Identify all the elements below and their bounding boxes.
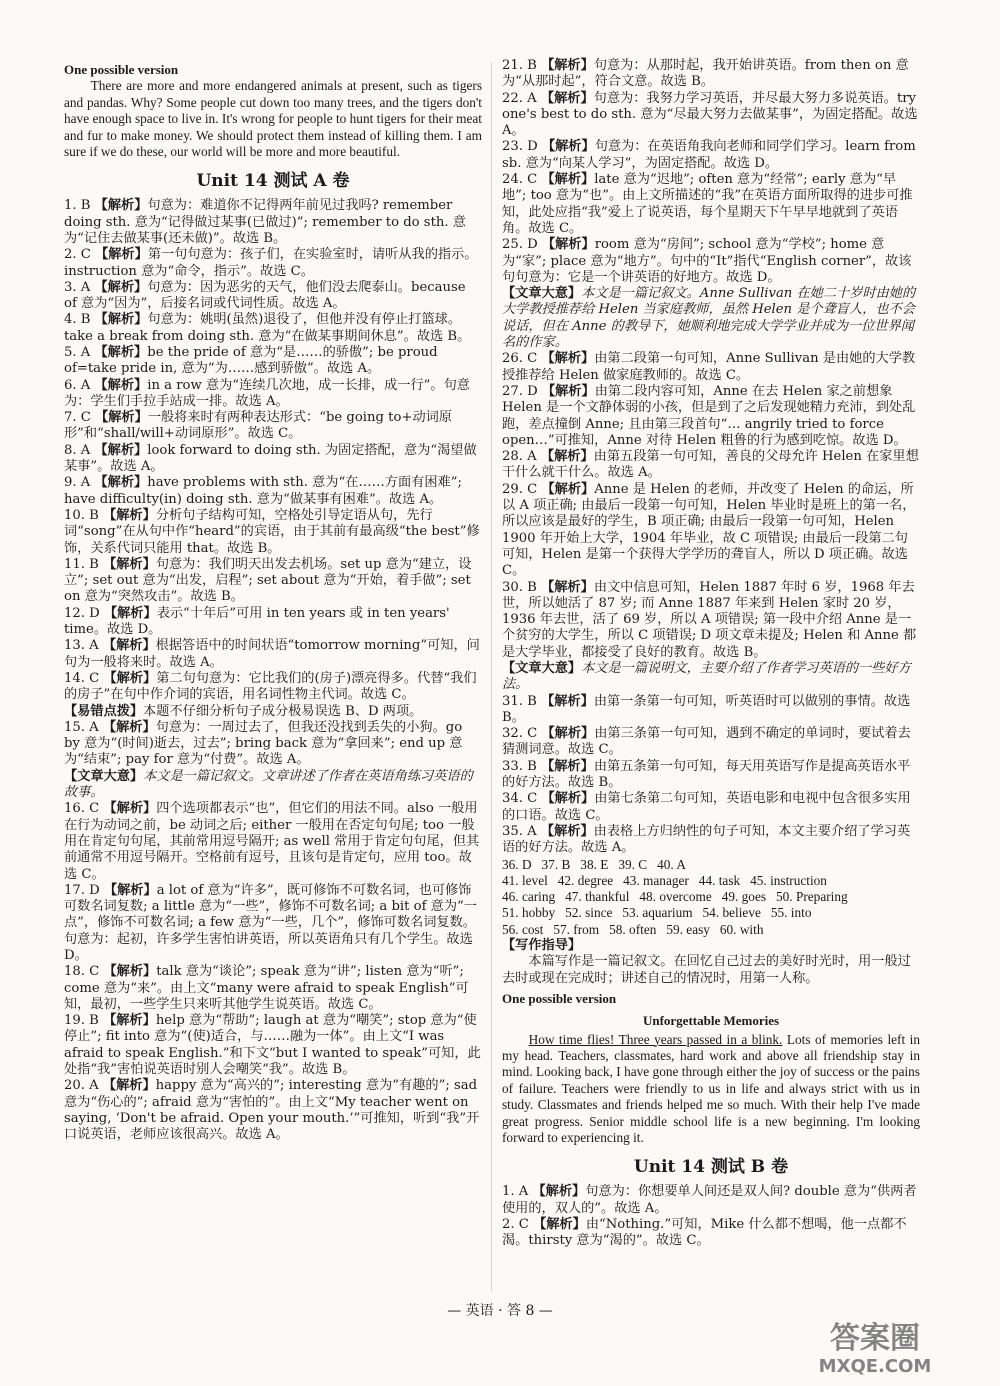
- answer-item: [64, 883, 482, 964]
- answer-number: 12. D: [64, 605, 104, 621]
- analysis-tag: 【解析】: [95, 247, 148, 263]
- analysis-tag: 【解析】: [541, 481, 595, 497]
- analysis-text: late 意为“迟地”; often 意为“经常”; early 意为“早地”; too 意为“也”。由上文所描述的“我”在英语方面所取得的进步可推知，此处应指“我”爱上了说英语，每个星期天下午早早地就到了英语角。故选 C。: [502, 172, 913, 236]
- answer-list-left-2: [64, 801, 482, 1143]
- analysis-tag: 【解析】: [541, 693, 594, 709]
- answer-row: 51. hobby 52. since 53. aquarium 54. believe 55. into: [502, 905, 812, 921]
- analysis-tag: 【解析】: [103, 882, 157, 898]
- analysis-text: Anne 是 Helen 的老师，并改变了 Helen 的命运，所以 A 项正确; 由最后一段第一句可知，Helen 毕业时是班上的第一名，所以应该是最好的学生，B 项正确; 由最后一段第一句可知，Helen 1900 年开始上大学，1904 年毕业，故 C 项错误; 由最后一段第二句可知，Helen 是第一个获得大学学历的聋盲人，所以 D 项正确。故选 C。: [502, 481, 916, 579]
- answer-number: 25. D: [502, 237, 542, 253]
- analysis-tag: 【解析】: [103, 605, 157, 621]
- analysis-text: 根据答语中的时间状语“tomorrow morning”可知，问句为一般将来时。故选 A。: [64, 638, 480, 670]
- unit-14-test-a-title: Unit 14 测试 A 卷: [196, 171, 350, 192]
- answer-item: [64, 671, 482, 704]
- possible-version-heading: One possible version: [64, 62, 179, 77]
- article-summary-3: 【文章大意】本文是一篇说明文，主要介绍了作者学习英语的一些好方法。: [502, 660, 911, 693]
- answer-row: 46. caring 47. thankful 48. overcome 49. goes 50. Preparing: [502, 889, 848, 905]
- analysis-tag: 【解析】: [541, 758, 594, 774]
- answer-item: [502, 791, 920, 824]
- answer-number: 7. C: [64, 410, 96, 426]
- answer-item: [64, 345, 482, 378]
- answer-item: [64, 557, 482, 606]
- answer-item: [64, 704, 482, 720]
- answer-item: [64, 964, 482, 1013]
- analysis-text: a lot of 意为“许多”，既可修饰不可数名词，也可修饰可数名词复数; a little 意为“一些”，修饰不可数名词; a bit of 意为“一点”，修饰不可数名词; a few 意为“一些，几个”，修饰可数名词复数。句意为：起初，许多学生害怕讲英语，所以英语角只有几个学生。故选 D。: [64, 882, 477, 963]
- right-column: [502, 58, 920, 1250]
- answer-item: [502, 1184, 920, 1217]
- answer-row: 36. D 37. B 38. E 39. C 40. A: [502, 856, 686, 872]
- analysis-tag: 【解析】: [94, 377, 148, 393]
- answer-number: 32. C: [502, 726, 542, 742]
- analysis-text: 由第三条第一句可知，遇到不确定的单词时，要试着去猜测词意。故选 C。: [502, 726, 911, 758]
- answer-number: 4. B: [64, 312, 95, 328]
- answer-list-right-3: [502, 694, 920, 857]
- analysis-tag: 【解析】: [94, 475, 148, 491]
- answer-item: [64, 720, 482, 769]
- analysis-text: 由第二段内容可知，Anne 在去 Helen 家之前想象 Helen 是一个文静体弱的小孩，但是到了之后发现她精力充沛，到处乱跑，差点撞倒 Anne; 且由第三段首句“… angrily tried to force open…”可推知，Anne 对待 Helen 粗鲁的行为感到吃惊。故选 D。: [502, 383, 916, 448]
- analysis-text: 句意为：因为恶劣的天气，他们没去爬泰山。because of 意为“因为”，后接名词或代词性质。故选 A。: [64, 279, 466, 312]
- answer-number: 29. C: [502, 481, 542, 497]
- analysis-tag: 【解析】: [94, 345, 148, 360]
- sample-essay-2: How time flies! Three years passed in a blink. Lots of memories left in my head. Teachers, classmates, hard work and above all friendship stay in mind. Looking back, I have gone through either the joy of success or the pains of failure. Teachers were friendly to us in life and always strict with us in study. Classmates and friends helped me so much. With their help I've made great progress. Senior middle school life is a new beginning. I'm looking forward to experiencing it.: [502, 1031, 920, 1145]
- answer-number: 1. B: [64, 198, 95, 214]
- analysis-tag: 【解析】: [540, 449, 594, 465]
- answer-list-left: [64, 198, 482, 768]
- answer-item: [64, 378, 482, 411]
- analysis-text: 由表格上方归纳性的句子可知，本文主要介绍了学习英语的好方法。故选 A。: [502, 823, 911, 856]
- analysis-tag: 【解析】: [102, 638, 156, 654]
- analysis-text: 由文中信息可知，Helen 1887 年时 6 岁，1968 年去世，所以她活了 87 岁; 而 Anne 1887 年来到 Helen 家时 20 岁，1936 年去世，活了 69 岁，所以 A 项错误; 第一段中介绍 Anne 是一个贫穷的大学生，所以 C 项错误; D 项文章未提及; Helen 和 Anne 都是大学毕业，都接受了良好的教育。故选 B。: [502, 579, 917, 660]
- analysis-text: 句意为：我们明天出发去机场。set up 意为“建立，设立”; set out 意为“出发，启程”; set about 意为“开始，着手做”; set on 意为“突然攻击”。故选 B。: [64, 556, 472, 605]
- answer-number: 27. D: [502, 383, 542, 399]
- answer-item: [502, 726, 920, 759]
- short-answer-rows: [502, 857, 920, 938]
- answer-number: 21. B: [502, 58, 542, 73]
- answer-item: [502, 449, 920, 482]
- answer-list-right: [502, 58, 920, 286]
- answer-number: 28. A: [502, 449, 541, 465]
- answer-item: [64, 508, 482, 557]
- answer-item: [64, 280, 482, 313]
- answer-item: [502, 384, 920, 449]
- possible-version-heading-2: One possible version: [502, 990, 617, 1006]
- writing-guide: 【写作指导】: [502, 938, 582, 954]
- answer-item: [502, 694, 920, 727]
- analysis-tag: 【解析】: [103, 801, 157, 817]
- answer-number: 31. B: [502, 693, 542, 709]
- answer-number: 20. A: [64, 1078, 103, 1094]
- answer-list-b: [502, 1184, 920, 1249]
- analysis-tag: 【解析】: [541, 791, 595, 807]
- answer-item: [502, 58, 920, 91]
- answer-item: [502, 139, 920, 172]
- column-divider: [491, 62, 492, 1292]
- analysis-tag: 【解析】: [541, 383, 595, 399]
- answer-number: 22. A: [502, 90, 541, 106]
- answer-number: 2. C: [502, 1216, 534, 1232]
- answer-item: [64, 1013, 482, 1078]
- answer-item: [64, 1078, 482, 1143]
- answer-number: 19. B: [64, 1013, 104, 1029]
- analysis-text: help 意为“帮助”; laugh at 意为“嘲笑”; stop 意为“使停止”; fit into 意为“(使)适合，与……融为一体”。由上文“I was afraid to speak English.”和下文“but I wanted to speak”可知，此处指“我”害怕说英语时别人会嘲笑“我”。故选 B。: [64, 1013, 481, 1078]
- left-column: [64, 58, 482, 1144]
- answer-number: 24. C: [502, 172, 542, 188]
- analysis-tag: 【解析】: [103, 1013, 156, 1029]
- answer-number: 33. B: [502, 758, 542, 774]
- analysis-text: 一般将来时有两种表达形式：“be going to+动词原形”和“shall/will+动词原形”。故选 C。: [64, 410, 453, 442]
- analysis-tag: 【解析】: [541, 172, 595, 188]
- analysis-text: 第一句句意为：孩子们，在实验室时，请听从我的指示。instruction 意为“命令，指示”。故选 C。: [64, 247, 478, 279]
- answer-number: 15. A: [64, 719, 103, 735]
- analysis-text: room 意为“房间”; school 意为“学校”; home 意为“家”; place 意为“地方”。句中的“It”指代“English corner”，故该句句意为：它是一个讲英语的好地方。故选 D。: [502, 237, 912, 285]
- answer-number: 18. C: [64, 964, 104, 980]
- analysis-tag: 【解析】: [532, 1184, 586, 1200]
- answer-item: [64, 606, 482, 639]
- analysis-tag: 【解析】: [94, 442, 148, 458]
- analysis-text: 本题不仔细分析句子成分极易误选 B、D 两项。: [143, 703, 423, 719]
- analysis-tag: 【解析】: [541, 139, 595, 155]
- analysis-text: be the pride of 意为“是……的骄傲”; be proud of=take pride in, 意为“为……感到骄傲”。故选 A。: [64, 345, 438, 377]
- answer-number: 1. A: [502, 1184, 533, 1200]
- answer-number: 34. C: [502, 791, 542, 807]
- analysis-text: 句意为：难道你不记得两年前见过我吗? remember doing sth. 意为“记得做过某事(已做过)”; remember to do sth. 意为“记住去做某事(还未做)”。故选 B。: [64, 198, 466, 246]
- analysis-text: talk 意为“谈论”; speak 意为“讲”; listen 意为“听”; come 意为“来”。由上文“many were afraid to speak English”可知，最初，一些学生只来听其他学生说英语。故选 C。: [64, 964, 469, 1012]
- answer-item: [502, 91, 920, 140]
- analysis-text: in a row 意为“连续几次地，成一长排，成一行”。句意为：学生们手拉手站成一排。故选 A。: [64, 377, 470, 409]
- answer-item: [64, 638, 482, 671]
- answer-item: [502, 237, 920, 286]
- analysis-tag: 【解析】: [533, 1216, 586, 1232]
- analysis-tag: 【解析】: [103, 556, 156, 572]
- analysis-text: 由第二段第一句可知，Anne Sullivan 是由她的大学教授推荐给 Helen 做家庭教师的。故选 C。: [502, 351, 916, 383]
- answer-number: 13. A: [64, 638, 103, 654]
- unit-14-test-b-title: Unit 14 测试 B 卷: [633, 1157, 789, 1178]
- answer-item: [64, 801, 482, 882]
- answer-number: 26. C: [502, 351, 542, 367]
- analysis-text: look forward to doing sth. 为固定搭配，意为“渴望做某事”。故选 A。: [64, 442, 477, 475]
- analysis-tag: 【解析】: [94, 198, 148, 214]
- analysis-text: 由第五段第一句可知，善良的父母允许 Helen 在家里想干什么就干什么。故选 A。: [502, 449, 919, 481]
- page-footer: — 英语 · 答 8 —: [447, 1303, 553, 1319]
- answer-item: [64, 443, 482, 476]
- analysis-tag: 【解析】: [103, 670, 157, 686]
- analysis-tag: 【解析】: [103, 964, 157, 980]
- answer-number: 8. A: [64, 442, 95, 458]
- watermark-line-2: MXQE.COM: [818, 1356, 932, 1377]
- analysis-text: have problems with sth. 意为“在……方面有困难”; have difficulty(in) doing sth. 意为“做某事有困难”。故选 A。: [64, 475, 462, 507]
- analysis-tag: 【解析】: [540, 823, 594, 839]
- analysis-text: happy 意为“高兴的”; interesting 意为“有趣的”; sad 意为“伤心的”; afraid 意为“害怕的”。由上文“My teacher went on saying, ‘Don't be afraid. Open your mouth.’”可推知，听到“我”开口说英语，老师应该很高兴。故选 A。: [64, 1078, 480, 1143]
- answer-item: [502, 759, 920, 792]
- analysis-tag: 【解析】: [103, 507, 156, 523]
- answer-number: 10. B: [64, 507, 104, 523]
- answer-item: [64, 247, 482, 280]
- analysis-text: 句意为：你想要单人间还是双人间? double 意为“供两者使用的，双人的”。故选 A。: [502, 1184, 917, 1216]
- analysis-tag: 【解析】: [94, 312, 148, 328]
- essay-title: Unforgettable Memories: [642, 1013, 780, 1029]
- answer-item: [502, 1217, 920, 1250]
- answer-number: 35. A: [502, 823, 541, 839]
- watermark-logo: [780, 1318, 970, 1378]
- answer-item: [502, 824, 920, 857]
- answer-number: 30. B: [502, 579, 542, 595]
- answer-number: 16. C: [64, 801, 104, 817]
- analysis-text: 由“Nothing.”可知，Mike 什么都不想喝，他一点都不渴。thirsty 意为“渴的”。故选 C。: [502, 1216, 907, 1249]
- analysis-text: 由第一条第一句可知，听英语时可以做别的事情。故选 B。: [502, 693, 911, 725]
- answer-number: 5. A: [64, 345, 95, 360]
- analysis-tag: 【解析】: [95, 410, 148, 426]
- analysis-tag: 【解析】: [102, 719, 156, 735]
- answer-number: 2. C: [64, 247, 96, 263]
- article-summary-2: 【文章大意】本文是一篇记叙文。Anne Sullivan 在她二十岁时由她的大学教授推荐给 Helen 当家庭教师，虽然 Helen 是个聋盲人，也不会说话，但在 Anne 的教导下，她顺利地完成大学学业并成为一位世界闻名的作家。: [502, 286, 916, 351]
- analysis-tag: 【解析】: [540, 90, 594, 106]
- writing-guide-text: 本篇写作是一篇记叙文。在回忆自己过去的美好时光时，用一般过去时或现在完成时；讲述自己的情况时，用第一人称。: [502, 954, 911, 986]
- answer-item: [64, 410, 482, 443]
- analysis-tag: 【解析】: [541, 237, 595, 253]
- answer-number: 23. D: [502, 139, 542, 155]
- sample-essay: There are more and more endangered animals at present, such as tigers and pandas. Why? Some people cut down too many trees, and the tigers don't have enough space to live in. It's wrong for people to hunt tigers for their meat and fur to make money. We should protect them instead of killing them. I am sure if we do these, our world will be more and more beautiful.: [64, 78, 482, 159]
- analysis-text: 句意为：一周过去了，但我还没找到丢失的小狗。go by 意为“(时间)逝去，过去”; bring back 意为“拿回来”; end up 意为“结束”; pay for 意为“付费”。故选 A。: [64, 719, 463, 768]
- analysis-tag: 【易错点拨】: [64, 703, 144, 719]
- analysis-text: 由第七条第二句可知，英语电影和电视中包含很多实用的口语。故选 C。: [502, 791, 911, 823]
- answer-item: [64, 312, 482, 345]
- analysis-tag: 【解析】: [541, 351, 595, 367]
- answer-number: 11. B: [64, 556, 104, 572]
- answer-item: [64, 475, 482, 508]
- answer-number: 17. D: [64, 882, 104, 898]
- analysis-text: 句意为：在英语角我向老师和同学们学习。learn from sb. 意为“向某人学习”，为固定搭配。故选 D。: [502, 139, 916, 171]
- analysis-tag: 【解析】: [541, 726, 595, 742]
- answer-row: 56. cost 57. from 58. often 59. easy 60. with: [502, 921, 764, 937]
- answer-number: 14. C: [64, 670, 104, 686]
- answer-item: [502, 482, 920, 580]
- analysis-text: 句意为：从那时起，我开始讲英语。from then on 意为“从那时起”，符合文意。故选 B。: [502, 58, 909, 90]
- analysis-text: 由第五条第一句可知，每天用英语写作是提高英语水平的好方法。故选 B。: [502, 758, 911, 791]
- answer-number: 3. A: [64, 279, 95, 295]
- analysis-text: 句意为：我努力学习英语，并尽最大努力多说英语。try one's best to do sth. 意为“尽最大努力去做某事”，为固定搭配。故选 A。: [502, 90, 918, 139]
- analysis-text: 第二句句意为：它比我们的(房子)漂亮得多。代替“我们的房子”在句中作介词的宾语，用名词性物主代词。故选 C。: [64, 670, 477, 703]
- answer-item: [502, 580, 920, 661]
- answer-list-right-2: [502, 351, 920, 661]
- answer-item: [502, 172, 920, 237]
- analysis-tag: 【解析】: [94, 279, 148, 295]
- answer-item: [502, 351, 920, 384]
- article-summary-1: 【文章大意】本文是一篇记叙文。文章讲述了作者在英语角练习英语的故事。: [64, 768, 473, 801]
- analysis-text: 表示“十年后”可用 in ten years 或 in ten years' time。故选 D。: [64, 605, 450, 638]
- analysis-text: 四个选项都表示“也”，但它们的用法不同。also 一般用在行为动词之前，be 动词之后; either 一般用在否定句句尾; too 一般用在肯定句句尾，其前常用逗号隔开; as well 常用于肯定句句尾，但其前通常不用逗号隔开。空格前有逗号，且该句是肯定句，应用 too。故选 C。: [64, 801, 480, 882]
- analysis-tag: 【解析】: [541, 58, 594, 73]
- analysis-tag: 【解析】: [102, 1078, 156, 1094]
- analysis-text: 分析句子结构可知，空格处引导定语从句，先行词“song”在从句中作“heard”的宾语，由于其前有最高级“the best”修饰，关系代词只能用 that。故选 B。: [64, 507, 480, 556]
- answer-number: 9. A: [64, 475, 95, 491]
- watermark-line-1: 答案圈: [830, 1321, 920, 1356]
- answer-row: 41. level 42. degree 43. manager 44. task 45. instruction: [502, 872, 827, 888]
- analysis-text: 句意为：姚明(虽然)退役了，但他并没有停止打篮球。take a break from doing sth. 意为“在做某事期间休息”。故选 B。: [64, 312, 471, 344]
- answer-item: [64, 198, 482, 247]
- answer-number: 6. A: [64, 377, 95, 393]
- analysis-tag: 【解析】: [541, 579, 594, 595]
